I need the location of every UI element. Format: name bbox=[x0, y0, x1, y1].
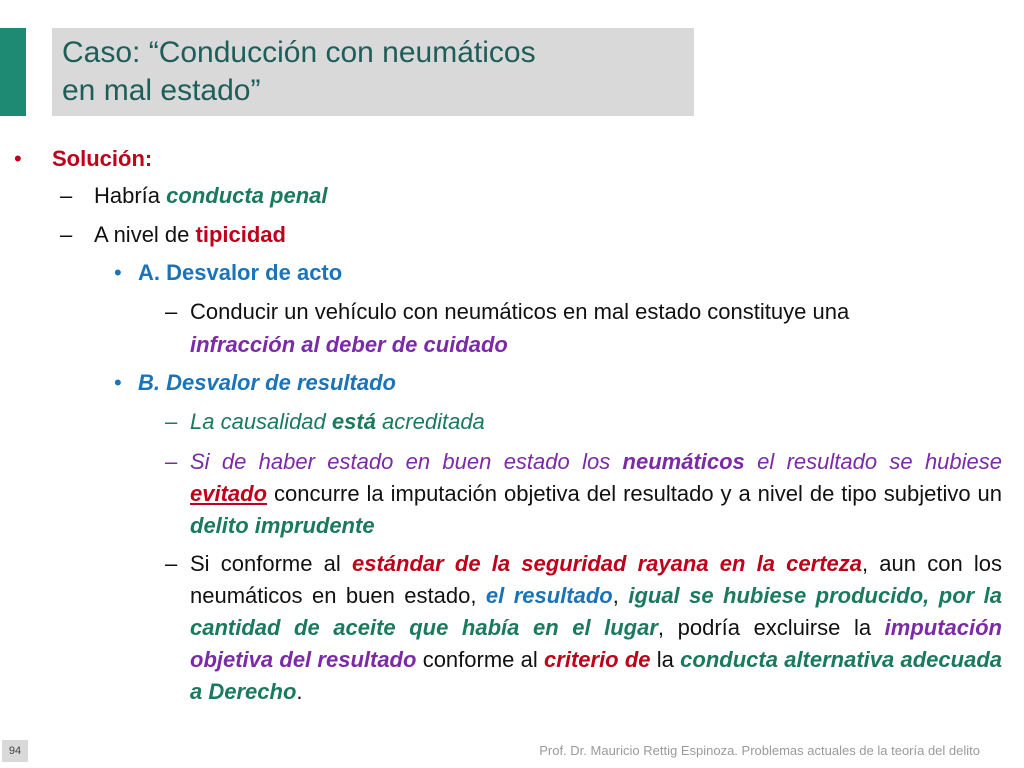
slide-title: Caso: “Conducción con neumáticos en mal estado” bbox=[62, 36, 536, 107]
dash-icon: – bbox=[165, 449, 178, 474]
heading-desvalor-resultado: B. Desvalor de resultado bbox=[138, 370, 396, 395]
text-delito-imprudente: delito imprudente bbox=[190, 513, 375, 538]
text-la-causalidad: La causalidad bbox=[190, 409, 332, 434]
dash-icon: – bbox=[165, 409, 178, 434]
text-concurre-imputacion: concurre la imputación objetiva del resultado y a nivel de tipo subjetivo un bbox=[267, 481, 1002, 506]
text-resultado-hubiese: el resultado se hubiese bbox=[744, 449, 1003, 474]
bullet-icon: • bbox=[114, 370, 122, 395]
text-comma: , bbox=[612, 583, 629, 608]
line-tipicidad bbox=[94, 219, 286, 251]
dash-icon: – bbox=[165, 551, 178, 576]
text-igual-se-hubiese: igual se hubiese producido, por la cantidad de aceite que había en el lugar bbox=[190, 583, 1002, 640]
dash-icon: – bbox=[60, 183, 73, 208]
text-neumaticos: neumáticos bbox=[622, 449, 745, 474]
text-period: . bbox=[296, 679, 303, 704]
line-conducta-penal bbox=[94, 180, 328, 212]
text-conforme-al: conforme al bbox=[416, 647, 545, 672]
footer-credit: Prof. Dr. Mauricio Rettig Espinoza. Problemas actuales de la teoría del delito bbox=[539, 743, 980, 758]
text-evitado: evitado bbox=[190, 481, 268, 506]
text-esta: está bbox=[331, 409, 376, 434]
text-conducta-alternativa: conducta alternativa adecuada a Derecho bbox=[190, 647, 1003, 704]
text-a-nivel-de: A nivel de bbox=[94, 222, 196, 247]
text-habria: Habría bbox=[94, 183, 167, 208]
text-estandar-seguridad: estándar de la seguridad rayana en la certeza bbox=[351, 551, 862, 576]
text-tipicidad: tipicidad bbox=[195, 222, 286, 247]
paragraph-estandar bbox=[190, 548, 1002, 708]
text-si-conforme: Si conforme al bbox=[190, 551, 352, 576]
text-infraccion-deber-cuidado: infracción al deber de cuidado bbox=[190, 332, 508, 357]
dash-icon: – bbox=[60, 222, 73, 247]
text-imputacion-objetiva: imputación objetiva del resultado bbox=[190, 615, 1002, 672]
bullet-icon: • bbox=[14, 146, 22, 171]
text-el-resultado: el resultado bbox=[485, 583, 613, 608]
paragraph-evitado bbox=[190, 446, 1002, 542]
text-podria-excluirse: , podría excluirse la bbox=[657, 615, 885, 640]
text-acreditada: acreditada bbox=[375, 409, 485, 434]
text-aun-con: , aun con los neumáticos en buen estado, bbox=[190, 551, 1002, 608]
heading-desvalor-acto: A. Desvalor de acto bbox=[138, 260, 343, 285]
page-number: 94 bbox=[2, 740, 28, 762]
line-causalidad bbox=[190, 406, 485, 438]
text-conducir-vehiculo: Conducir un vehículo con neumáticos en mal estado constituye una bbox=[190, 299, 850, 324]
text-la: la bbox=[650, 647, 681, 672]
solucion-heading: Solución: bbox=[52, 146, 153, 171]
dash-icon: – bbox=[165, 299, 178, 324]
text-conducta-penal: conducta penal bbox=[166, 183, 328, 208]
text-criterio-de: criterio de bbox=[544, 647, 651, 672]
bullet-icon: • bbox=[114, 260, 122, 285]
text-si-de-haber: Si de haber estado en buen estado los bbox=[190, 449, 623, 474]
